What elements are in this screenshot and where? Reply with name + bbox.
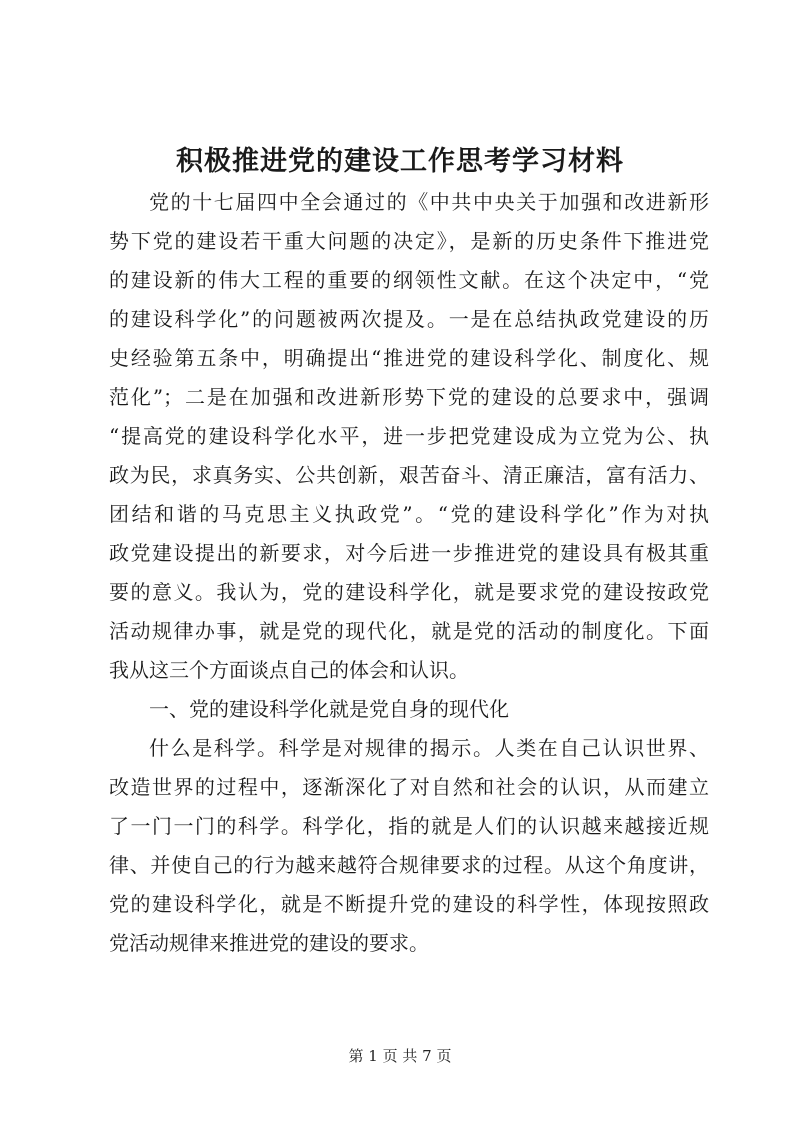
paragraph-1-line: 活动规律办事，就是党的现代化，就是党的活动的制度化。下面 [109, 619, 709, 643]
paragraph-1-line: 势下党的建设若干重大问题的决定》，是新的历史条件下推进党 [109, 229, 709, 253]
paragraph-1-line: 团结和谐的马克思主义执政党”。“党的建设科学化”作为对执 [109, 502, 709, 526]
paragraph-2-line: 改造世界的过程中，逐渐深化了对自然和社会的认识，从而建立 [109, 775, 709, 799]
paragraph-1-line: 要的意义。我认为，党的建设科学化，就是要求党的建设按政党 [109, 580, 709, 604]
paragraph-1-line: 范化”；二是在加强和改进新形势下党的建设的总要求中，强调 [109, 385, 709, 409]
paragraph-2-line: 党活动规律来推进党的建设的要求。 [109, 931, 429, 955]
paragraph-1-line: 的建设科学化”的问题被两次提及。一是在总结执政党建设的历 [109, 307, 709, 331]
paragraph-1-line: 党的十七届四中全会通过的《中共中央关于加强和改进新形 [149, 190, 709, 214]
document-body [109, 183, 709, 963]
paragraph-1-line: 的建设新的伟大工程的重要的纲领性文献。在这个决定中，“党 [109, 268, 709, 292]
section-heading-1: 一、党的建设科学化就是党自身的现代化 [149, 697, 509, 721]
paragraph-2-line: 了一门一门的科学。科学化，指的就是人们的认识越来越接近规 [109, 814, 709, 838]
paragraph-2-line: 党的建设科学化，就是不断提升党的建设的科学性，体现按照政 [109, 892, 709, 916]
paragraph-1-line: 史经验第五条中，明确提出“推进党的建设科学化、制度化、规 [109, 346, 709, 370]
paragraph-2-line: 律、并使自己的行为越来越符合规律要求的过程。从这个角度讲， [109, 853, 709, 877]
paragraph-1-line: “提高党的建设科学化水平，进一步把党建设成为立党为公、执 [109, 424, 709, 448]
paragraph-1-line: 我从这三个方面谈点自己的体会和认识。 [109, 658, 469, 682]
page-number-footer: 第 1 页 共 7 页 [348, 1047, 452, 1065]
paragraph-1-line: 政党建设提出的新要求，对今后进一步推进党的建设具有极其重 [109, 541, 709, 565]
paragraph-1-line: 政为民，求真务实、公共创新，艰苦奋斗、清正廉洁，富有活力、 [109, 463, 709, 487]
document-title: 积极推进党的建设工作思考学习材料 [176, 146, 624, 177]
paragraph-2-line: 什么是科学。科学是对规律的揭示。人类在自己认识世界、 [149, 736, 709, 760]
